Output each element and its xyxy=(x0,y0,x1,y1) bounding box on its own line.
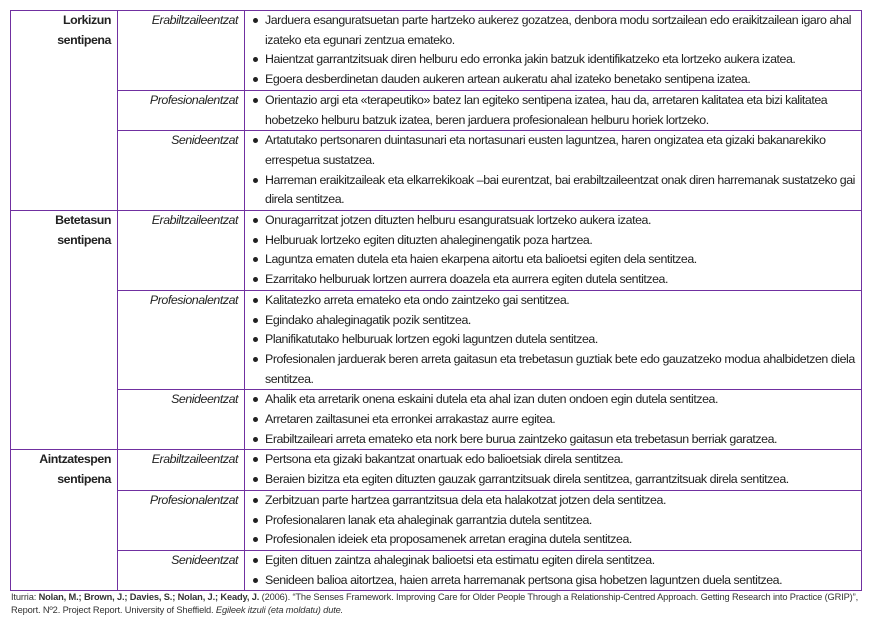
items-cell xyxy=(245,450,862,490)
audience-cell: Senideentzat xyxy=(118,550,245,590)
audience-cell: Profesionalentzat xyxy=(118,90,245,130)
list-item: Profesionalen jarduerak beren arreta gaitasun eta trebetasun guztiak bete edo gauzatzeko modua ahalbidetzen diela sentitzea. xyxy=(251,350,857,389)
audience-cell: Profesionalentzat xyxy=(118,490,245,550)
list-item: Kalitatezko arreta emateko eta ondo zaintzeko gai sentitzea. xyxy=(251,291,857,311)
table-row xyxy=(11,450,862,490)
list-item: Zerbitzuan parte hartzea garrantzitsua dela eta halakotzat jotzen dela sentitzea. xyxy=(251,491,857,511)
list-item: Arretaren zailtasunei eta erronkei arrakastaz aurre egitea. xyxy=(251,410,857,430)
dimension-cell xyxy=(11,450,118,591)
list-item: Erabiltzaileari arreta emateko eta nork bere burua zaintzeko gaitasun eta trebetasun berriak garatzea. xyxy=(251,430,857,450)
bullet-list xyxy=(251,91,857,130)
list-item: Senideen balioa aitortzea, haien arreta harremanak pertsona gisa hobetzen laguntzen duela sentitzea. xyxy=(251,571,857,591)
audience-cell: Senideentzat xyxy=(118,131,245,211)
list-item: Beraien bizitza eta egiten dituzten gauzak garrantzitsuak direla sentitzea, garrantzitsuak direla sentitzea. xyxy=(251,470,857,490)
dimension-label: Lorkizun xyxy=(62,13,111,27)
bullet-list xyxy=(251,131,857,210)
table-row xyxy=(11,90,862,130)
items-cell xyxy=(245,211,862,291)
list-item: Artatutako pertsonaren duintasunari eta nortasunari eusten laguntzea, haren ongizatea eta gizaki bakanarekiko errespetua sustatzea. xyxy=(251,131,857,170)
table-row xyxy=(11,131,862,211)
list-item: Ezarritako helburuak lortzen aurrera doazela eta aurrera egiten dutela sentitzea. xyxy=(251,270,857,290)
list-item: Onuragarritzat jotzen dituzten helburu esanguratsuak lortzeko aukera izatea. xyxy=(251,211,857,231)
audience-cell: Profesionalentzat xyxy=(118,290,245,390)
dimension-label: Betetasun xyxy=(55,213,111,228)
dimension-cell xyxy=(11,211,118,450)
source-footnote xyxy=(11,591,861,616)
bullet-list xyxy=(251,390,857,449)
dimension-label: sentipena xyxy=(57,32,111,47)
audience-cell: Erabiltzaileentzat xyxy=(118,211,245,291)
bullet-list xyxy=(251,450,857,489)
list-item: Planifikatutako helburuak lortzen egoki laguntzen dutela sentitzea. xyxy=(251,330,857,350)
footnote-prefix: Iturria: xyxy=(11,592,39,602)
items-cell xyxy=(245,11,862,91)
items-cell xyxy=(245,390,862,450)
items-cell xyxy=(245,290,862,390)
table-row xyxy=(11,211,862,291)
list-item: Harreman eraikitzaileak eta elkarrekikoak –bai eurentzat, bai erabiltzaileentzat onak diren harremanak sustatzeko gai direla sentitzea. xyxy=(251,171,857,210)
list-item: Ahalik eta arretarik onena eskaini dutela eta ahal izan duten ondoen egin dutela sentitzea. xyxy=(251,390,857,410)
audience-cell: Erabiltzaileentzat xyxy=(118,450,245,490)
table-row xyxy=(11,490,862,550)
footnote-note: Egileek itzuli (eta moldatu) dute. xyxy=(215,604,344,615)
table-row xyxy=(11,550,862,590)
table-row xyxy=(11,290,862,390)
items-cell xyxy=(245,550,862,590)
bullet-list xyxy=(251,211,857,290)
list-item: Orientazio argi eta «terapeutiko» batez lan egiteko sentipena izatea, hau da, arretaren kalitatea eta bizi kalitatea hobetzeko helburu batzuk izatea, beren jarduera profesionalean helburu horiek lortzeko. xyxy=(251,91,857,130)
list-item: Egoera desberdinetan dauden aukeren artean aukeratu ahal izateko benetako sentipena izatea. xyxy=(251,70,857,90)
footnote-authors: Nolan, M.; Brown, J.; Davies, S.; Nolan, J.; Keady, J. xyxy=(38,592,260,602)
bullet-list xyxy=(251,491,857,550)
list-item: Egindako ahaleginagatik pozik sentitzea. xyxy=(251,311,857,331)
audience-cell: Erabiltzaileentzat xyxy=(118,11,245,91)
table-row xyxy=(11,11,862,91)
bullet-list xyxy=(251,291,857,390)
bullet-list xyxy=(251,551,857,590)
list-item: Egiten dituen zaintza ahaleginak balioetsi eta estimatu egiten direla sentitzea. xyxy=(251,551,857,571)
bullet-list xyxy=(251,11,857,90)
items-cell xyxy=(245,131,862,211)
audience-cell: Senideentzat xyxy=(118,390,245,450)
list-item: Profesionalen ideiek eta proposamenek arretan eragina dutela sentitzea. xyxy=(251,530,857,550)
dimension-label: sentipena xyxy=(57,232,111,247)
list-item: Jarduera esanguratsuetan parte hartzeko aukerez gozatzea, denbora modu sortzailean edo eraikitzailean igaro ahal izateko eta egunari zentzua emateko. xyxy=(251,11,857,50)
items-cell xyxy=(245,90,862,130)
list-item: Haientzat garrantzitsuak diren helburu edo erronka jakin batzuk identifikatzeko eta lortzeko aukera izatea. xyxy=(251,50,857,70)
items-cell xyxy=(245,490,862,550)
footnote-body: (2006). “The Senses Framework. Improving Care for Older People Through a Relationship-Centred Approach. Getting Research into Practice (GRIP)”, Report. Nº2. Project Report. University of Sheffield. xyxy=(11,592,859,615)
dimension-label: Aintzatespen xyxy=(39,452,111,467)
dimension-label: sentipena xyxy=(57,472,111,487)
list-item: Laguntza ematen dutela eta haien ekarpena aitortu eta balioetsi egiten dela sentitzea. xyxy=(251,250,857,270)
list-item: Profesionalaren lanak eta ahaleginak garrantzia dutela sentitzea. xyxy=(251,511,857,531)
senses-framework-table xyxy=(10,10,862,591)
table-row xyxy=(11,390,862,450)
list-item: Pertsona eta gizaki bakantzat onartuak edo balioetsiak direla sentitzea. xyxy=(251,450,857,470)
list-item: Helburuak lortzeko egiten dituzten ahaleginengatik poza hartzea. xyxy=(251,231,857,251)
dimension-cell xyxy=(11,11,118,211)
